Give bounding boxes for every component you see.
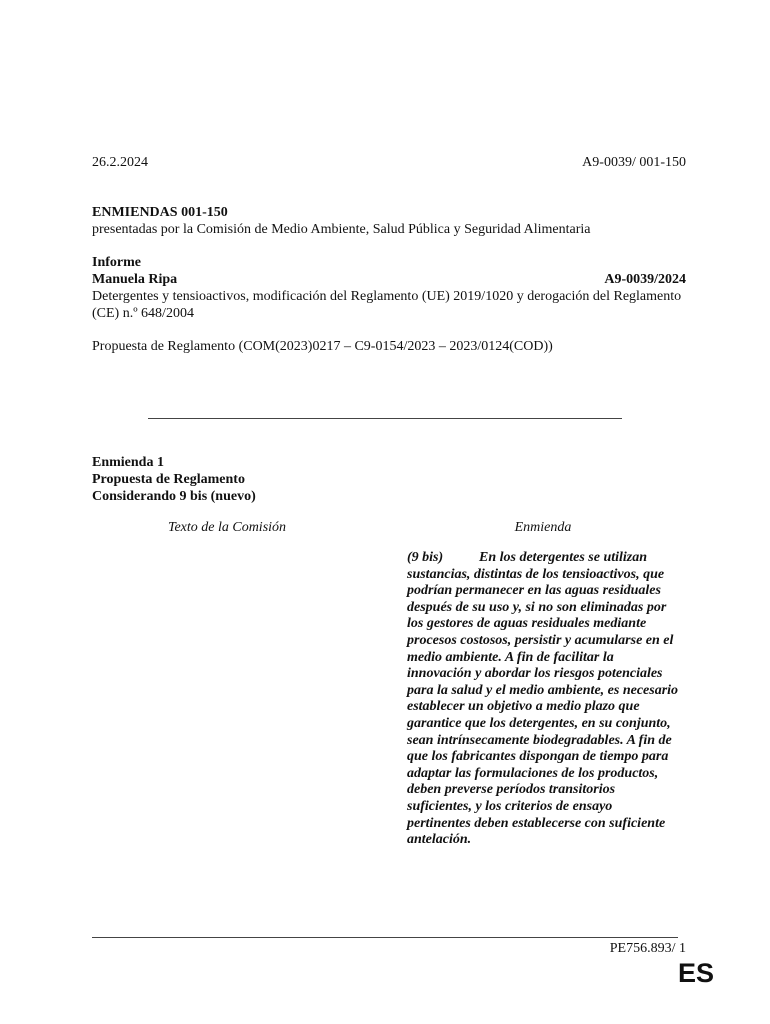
document-reference: A9-0039/ 001-150 <box>582 155 686 170</box>
page-reference: PE756.893/ 1 <box>609 941 686 956</box>
amendment-recital: Considerando 9 bis (nuevo) <box>92 489 256 504</box>
amendment-heading <box>92 454 256 505</box>
recital-text: En los detergentes se utilizan sustancias, distintas de los tensioactivos, que podrían permanecer en las aguas residuales después de su uso y, si no son eliminadas por los gestores de aguas residuales mediante procesos costosos, persistir y acumularse en el medio ambiente. A fin de facilitar la innovación y abordar los riesgos potenciales para la salud y el medio ambiente, es necesario establecer un objetivo a medio plazo que garantice que los detergentes, en su conjunto, sean intrínsecamente biodegradables. A fin de que los fabricantes dispongan de tiempo para adaptar las formulaciones de los productos, deben preverse períodos transitorios suficientes, y los criterios de ensayo pertinentes deben establecerse con suficiente antelación. <box>407 550 679 848</box>
amendments-title: ENMIENDAS 001-150 <box>92 205 228 220</box>
report-label: Informe <box>92 255 141 270</box>
report-reference: A9-0039/2024 <box>604 272 686 287</box>
amendment-body <box>407 550 679 849</box>
footer-rule <box>92 937 678 938</box>
language-code: ES <box>677 958 714 988</box>
amendment-column-header: Enmienda <box>514 520 572 535</box>
amendment-target: Propuesta de Reglamento <box>92 472 245 487</box>
rapporteur-name: Manuela Ripa <box>92 272 178 287</box>
commission-text-header: Texto de la Comisión <box>167 520 287 535</box>
report-subject: Detergentes y tensioactivos, modificación del Reglamento (UE) 2019/1020 y derogación del Reglamento (CE) n.º 648/2004 <box>92 289 682 321</box>
amendment-number: Enmienda 1 <box>92 455 164 470</box>
document-date: 26.2.2024 <box>92 155 148 170</box>
separator-line <box>148 418 622 419</box>
recital-number: (9 bis) <box>407 550 444 565</box>
proposal-reference: Propuesta de Reglamento (COM(2023)0217 – C9-0154/2023 – 2023/0124(COD)) <box>92 339 553 354</box>
presented-by: presentadas por la Comisión de Medio Ambiente, Salud Pública y Seguridad Alimentaria <box>92 222 591 237</box>
